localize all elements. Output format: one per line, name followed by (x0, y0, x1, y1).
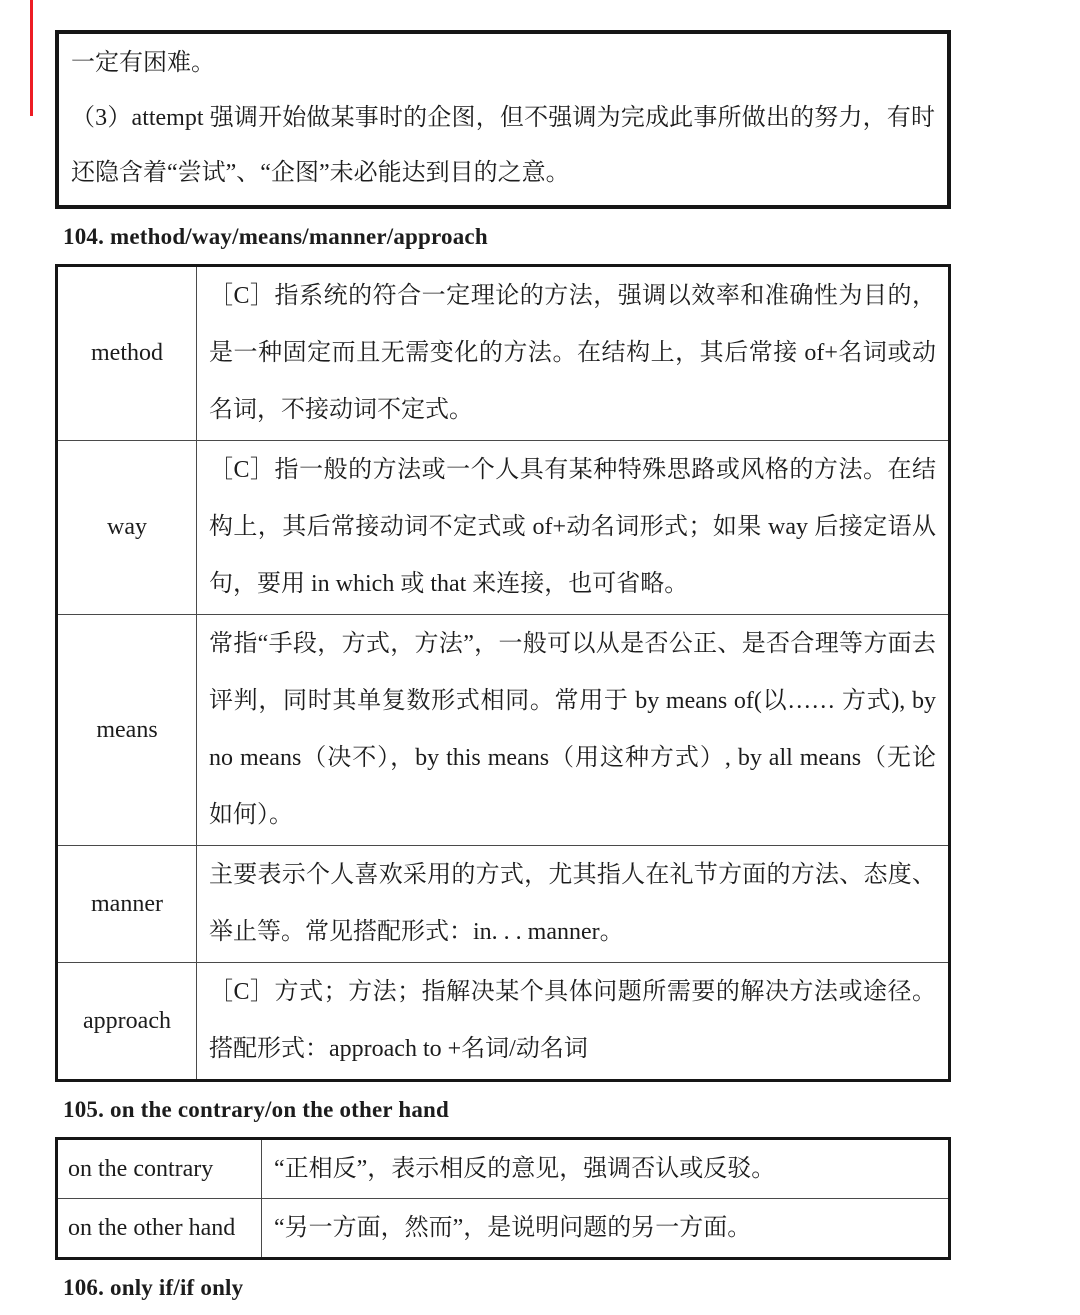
table-row-manner (57, 846, 950, 963)
term-cell: method (57, 266, 197, 441)
table-row-approach (57, 963, 950, 1081)
term-cell: on the other hand (57, 1199, 262, 1259)
definition-cell: ［C］方式；方法；指解决某个具体问题所需要的解决方法或途径。搭配形式：approach to +名词/动名词 (197, 963, 950, 1081)
section-105-heading: 105. on the contrary/on the other hand (63, 1097, 450, 1122)
comparison-table-105 (55, 1137, 951, 1260)
comparison-table-104 (55, 264, 951, 1082)
definition-cell: “正相反”，表示相反的意见，强调否认或反驳。 (262, 1139, 950, 1199)
section-106-heading: 106. only if/if only (63, 1275, 244, 1300)
table-row-on-the-other-hand (57, 1199, 950, 1259)
table-row-way (57, 441, 950, 615)
red-annotation-line (30, 0, 33, 116)
definition-cell: ［C］指系统的符合一定理论的方法，强调以效率和准确性为目的，是一种固定而且无需变化的方法。在结构上，其后常接 of+名词或动名词，不接动词不定式。 (197, 266, 950, 441)
term-cell: on the contrary (57, 1139, 262, 1199)
definition-cell: 常指“手段，方式，方法”，一般可以从是否公正、是否合理等方面去评判，同时其单复数形式相同。常用于 by means of(以…… 方式), by no means（决不），by this means（用这种方式）, by all means（无论如何）。 (197, 615, 950, 846)
term-cell: approach (57, 963, 197, 1081)
section-104-heading: 104. method/way/means/manner/approach (63, 224, 488, 249)
term-cell: way (57, 441, 197, 615)
intro-box (55, 30, 951, 209)
definition-cell: “另一方面，然而”，是说明问题的另一方面。 (262, 1199, 950, 1259)
intro-paragraph: （3）attempt 强调开始做某事时的企图，但不强调为完成此事所做出的努力，有时还隐含着“尝试”、“企图”未必能达到目的之意。 (71, 105, 935, 186)
table-row-on-the-contrary (57, 1139, 950, 1199)
definition-cell: 主要表示个人喜欢采用的方式，尤其指人在礼节方面的方法、态度、举止等。常见搭配形式：in. . . manner。 (197, 846, 950, 963)
document-page (55, 30, 951, 1315)
table-row-method (57, 266, 950, 441)
intro-paragraph: 一定有困难。 (71, 50, 215, 76)
table-row-means (57, 615, 950, 846)
definition-cell: ［C］指一般的方法或一个人具有某种特殊思路或风格的方法。在结构上，其后常接动词不定式或 of+动名词形式；如果 way 后接定语从句，要用 in which 或 that 来连接，也可省略。 (197, 441, 950, 615)
term-cell: means (57, 615, 197, 846)
term-cell: manner (57, 846, 197, 963)
